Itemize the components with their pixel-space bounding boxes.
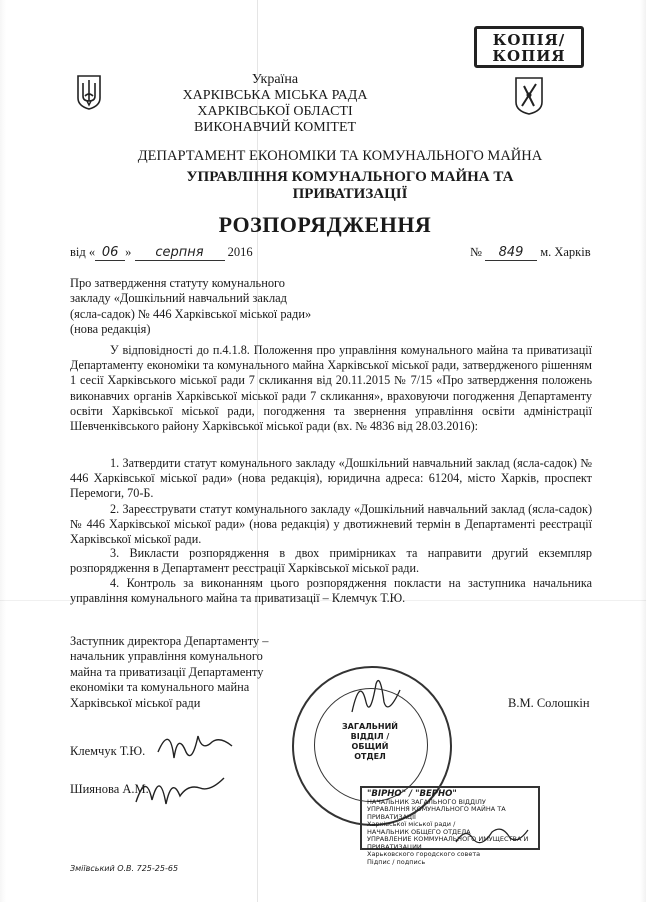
subject-line3: (ясла-садок) № 446 Харківської міської ради» (70, 306, 312, 321)
signatory-line4: економіки та комунального майна (70, 680, 250, 695)
verno-stamp-line1: "ВІРНО" / "ВЕРНО" (367, 789, 457, 799)
order-item-1: 1. Затвердити статут комунального закладу «Дошкільний навчальний заклад (ясла-садок) № 446 Харківської міської ради» (нова редакція), юридична адреса: 61204, місто Харків, проспект Перемоги, 70-Б. (70, 456, 592, 501)
subject-line1: Про затвердження статуту комунального (70, 276, 285, 290)
number-label: № (470, 245, 482, 259)
management-name (140, 169, 560, 203)
date-prefix: від « (70, 245, 96, 259)
round-stamp-line2: ВІДДІЛ / (350, 732, 390, 741)
verno-stamp-line2: НАЧАЛЬНИК ЗАГАЛЬНОГО ВІДДІЛУ (367, 797, 486, 806)
document-title: РОЗПОРЯДЖЕННЯ (218, 212, 432, 237)
document-subject (70, 276, 340, 338)
order-item-4: 4. Контроль за виконанням цього розпорядження покласти на заступника начальника управління комунального майна та приватизації – Клемчук Т.Ю. (70, 576, 592, 606)
header-committee: ВИКОНАВЧИЙ КОМІТЕТ (193, 120, 357, 135)
date-day: 06 (95, 245, 125, 261)
verno-stamp-line5: НАЧАЛЬНИК ОБЩЕГО ОТДЕЛА (367, 827, 471, 836)
management-name-line2: ПРИВАТИЗАЦІЇ (292, 186, 408, 202)
subject-line2: закладу «Дошкільний навчальний заклад (70, 291, 287, 306)
department-name: ДЕПАРТАМЕНТ ЕКОНОМІКИ ТА КОМУНАЛЬНОГО МАЙНА (137, 148, 543, 164)
header-council: ХАРКІВСЬКА МІСЬКА РАДА (182, 88, 368, 103)
document-number-line (470, 245, 591, 261)
subject-line4: (нова редакція) (70, 322, 151, 337)
date-mid: » (125, 245, 132, 259)
round-stamp-line3: ОБЩИЙ ОТДЕЛ (351, 742, 389, 761)
round-stamp-center (340, 722, 400, 762)
kharkiv-coat-of-arms-icon (514, 76, 544, 116)
executor-note: Зміївський О.В. 725-25-65 (70, 864, 179, 873)
header-block (160, 72, 390, 136)
round-stamp-line1: ЗАГАЛЬНИЙ (342, 722, 398, 731)
verno-stamp-line6: УПРАВЛЕНИЕ КОММУНАЛЬНОГО ИМУЩЕСТВА И ПРИВАТИЗАЦИИ (367, 835, 529, 851)
verno-stamp-line8: Підпис / подпись (367, 857, 426, 866)
approver-1-signature-icon (150, 722, 240, 772)
ukraine-coat-of-arms-icon (76, 74, 102, 110)
date-month: серпня (135, 245, 225, 261)
verno-stamp-line7: Харьковского городского совета (367, 850, 481, 858)
copy-stamp-line1: КОПІЯ/ (492, 31, 566, 49)
verno-signature-icon (452, 820, 532, 850)
date-line (70, 245, 253, 261)
approver-2-signature-icon (130, 766, 230, 816)
order-item-2: 2. Зареєструвати статут комунального закладу «Дошкільний навчальний заклад (ясла-садок) № 446 Харківської міської ради» (нова редакція) у двотижневий термін в Департаменті реєстрації Харківської міської ради. (70, 502, 592, 547)
approver-1-name: Клемчук Т.Ю. (70, 744, 146, 758)
copy-stamp-line2: КОПИЯ (492, 47, 566, 65)
signatory-line5: Харківської міської ради (70, 695, 201, 710)
date-year: 2016 (227, 245, 253, 259)
approver-2-name: Шиянова А.М. (70, 782, 149, 796)
body-intro: У відповідності до п.4.1.8. Положення про управління комунального майна та приватизації Департаменту економіки та комунального майна Харківської міської ради, затвердженого рішенням 1 сесії Харківського міської ради 7 скликання від 20.11.2015 № 7/15 «Про затвердження положень виконавчих органів Харківської міської ради 7 скликання», враховуючи погодження Департаменту освіти Харківської міської ради, погодження та звернення управління освіти адміністрації Шевченківського району Харківської міської ради (вх. № 4836 від 28.03.2016): (70, 343, 592, 434)
verno-stamp-line4: Харківської міської ради / (367, 820, 456, 828)
signatory-line1: Заступник директора Департаменту – (70, 634, 269, 648)
copy-stamp (474, 26, 584, 68)
verno-stamp-line3: УПРАВЛІННЯ КОМУНАЛЬНОГО МАЙНА ТА ПРИВАТИЗАЦІЇ (367, 805, 506, 821)
header-country: Україна (251, 72, 299, 87)
signatory-line2: начальник управління комунального (70, 649, 263, 664)
document-number: 849 (485, 245, 537, 261)
management-name-line1: УПРАВЛІННЯ КОМУНАЛЬНОГО МАЙНА ТА (186, 169, 514, 185)
signatory-position (70, 634, 310, 711)
document-city: м. Харків (540, 245, 591, 259)
order-item-3: 3. Викласти розпорядження в двох примірниках та направити другий екземпляр розпорядження в Департамент реєстрації Харківської міської ради. (70, 546, 592, 576)
signatory-name: В.М. Солошкін (508, 696, 590, 710)
signatory-line3: майна та приватизації Департаменту (70, 664, 264, 679)
header-region: ХАРКІВСЬКОЇ ОБЛАСТІ (197, 104, 353, 119)
